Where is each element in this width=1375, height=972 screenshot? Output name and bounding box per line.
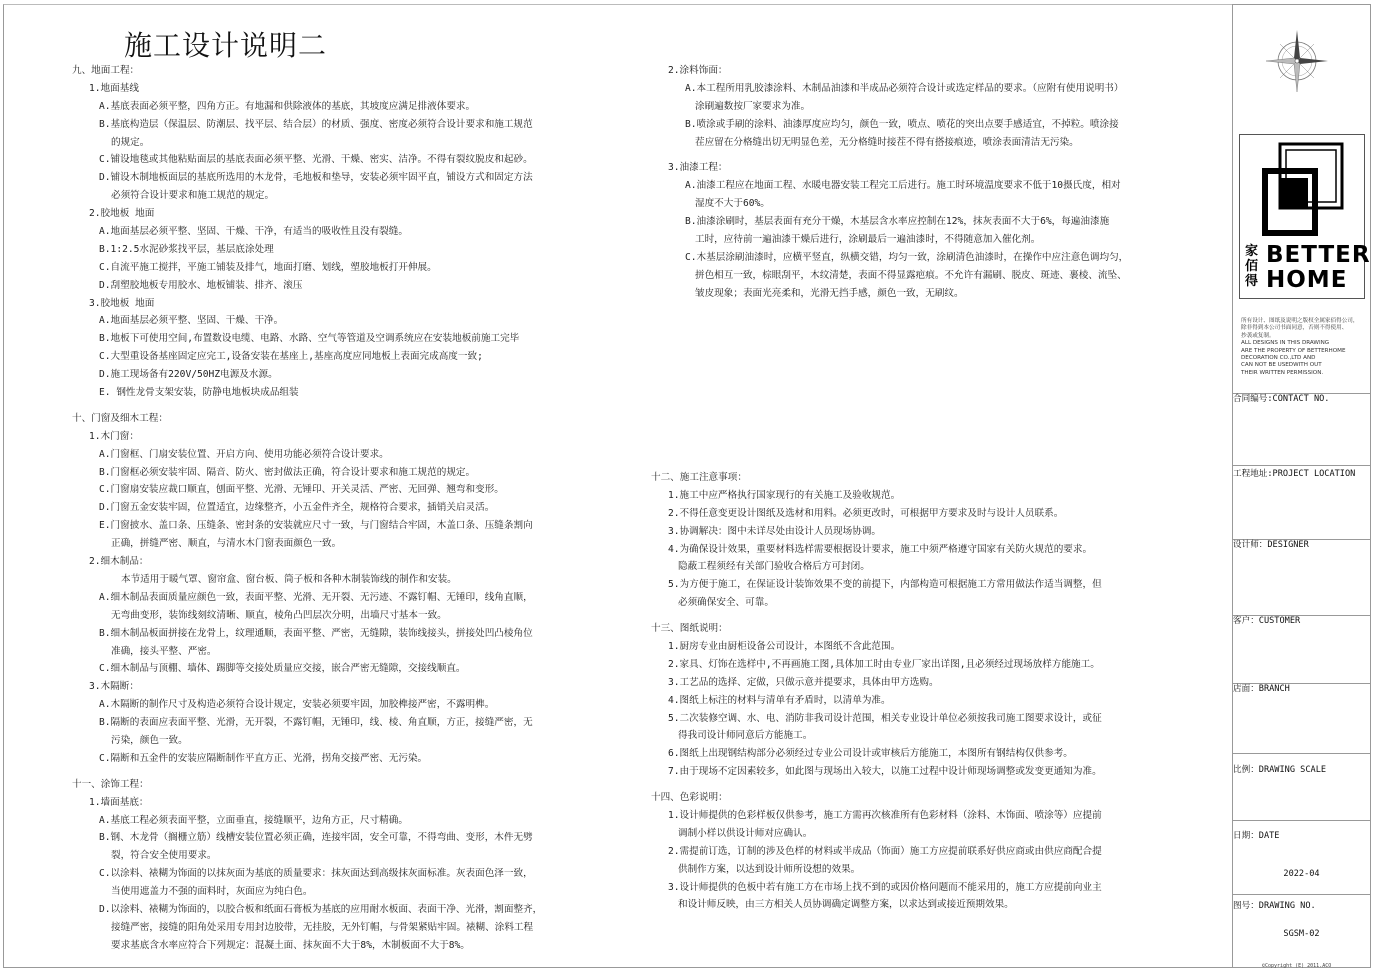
spec-line: 无弯曲变形，装饰线刻纹清晰、顺直，棱角凸凹层次分明，出墙尺寸基本一致。 <box>111 609 447 621</box>
spec-line: 5.二次装修空调、水、电、消防非我司设计范围，相关专业设计单位必须按我司施工图要求设计，或征 <box>668 712 1102 724</box>
spec-line: 5.为方便于施工，在保证设计装饰效果不变的前提下，内部构造可根据施工方常用做法作适当调整，但 <box>668 579 1102 591</box>
spec-line: 1.设计师提供的色彩样板仅供参考，施工方需再次核准所有色彩材料（涂料、木饰面、喷涂等）应提前 <box>668 810 1102 822</box>
spec-line: 湿度不大于60%。 <box>695 198 770 210</box>
spec-line: 准确，接头平整、严密。 <box>111 645 217 657</box>
spec-line: 2.需提前订选，订制的涉及色样的材料或半成品（饰面）施工方应提前联系好供应商或由供应商配合提 <box>668 845 1102 857</box>
logo-chinese-name: 家佰得 <box>1245 244 1259 289</box>
spec-line: 皱皮现象；表面光亮柔和，光滑无挡手感，颜色一致，无刷纹。 <box>695 287 964 299</box>
spec-line: 要求基底含水率应符合下列规定：混凝土面、抹灰面不大于8%，木制板面不大于8%。 <box>111 939 470 951</box>
field-drawing-no <box>1232 894 1371 968</box>
spec-line: C.隔断和五金件的安装应隔断制作平直方正、光滑，拐角交接严密、无污染。 <box>99 752 428 764</box>
spec-line: 1.厨房专业由厨柜设备公司设计，本图纸不含此范围。 <box>668 641 901 653</box>
spec-line: 3.工艺品的选择、定做，只做示意并提要求，具体由甲方选购。 <box>668 676 939 688</box>
logo-english-better: BETTER <box>1266 242 1371 268</box>
spec-column-right-bottom <box>651 469 1102 914</box>
field-label: 客户：CUSTOMER <box>1233 616 1301 626</box>
spec-line: 6.图纸上出现钢结构部分必须经过专业公司设计或审核后方能施工，本图所有钢结构仅供参考。 <box>668 748 1073 760</box>
section-heading: 十、门窗及细木工程： <box>72 412 168 424</box>
spec-line: D.铺设木制地板面层的基底所选用的木龙骨，毛地板和垫导，安装必须牢固平直，铺设方式和固定方法 <box>99 172 533 184</box>
spec-line: B.门窗框必须安装牢固、隔音、防火、密封做法正确，符合设计要求和施工规范的规定。 <box>99 466 476 478</box>
copyright-cn-line: 抄袭或复制。 <box>1241 332 1275 339</box>
spec-line: 和设计师反映，由三方相关人员协调确定调整方案，以求达到或接近预期效果。 <box>678 899 1014 911</box>
section-heading: 十四、色彩说明： <box>651 792 728 804</box>
spec-line: 当使用遮盖力不强的面料时，灰面应为纯白色。 <box>111 886 313 898</box>
spec-line: A.本工程所用乳胶漆涂料、木制品油漆和半成品必须符合设计或选定样品的要求。（应附有使用说明书） <box>685 82 1124 94</box>
spec-line: 污染，颜色一致。 <box>111 734 188 746</box>
spec-line: 1.施工中应严格执行国家现行的有关施工及验收规范。 <box>668 489 901 501</box>
spec-column-left <box>72 62 542 955</box>
spec-line: B.细木制品板面拼接在龙骨上，纹理通顺，表面平整、严密，无缝隙，装饰线接头，拼接处凹凸棱角位 <box>99 627 533 639</box>
spec-line: 1.墙面基底： <box>89 796 149 808</box>
copyright-en-line: THEIR WRITTEN PERMISSION. <box>1241 369 1324 376</box>
page-title: 施工设计说明二 <box>124 29 328 62</box>
copyright-en-line: ARE THE PROPERTY OF BETTERHOME <box>1241 347 1346 354</box>
section-heading: 九、地面工程： <box>72 65 140 76</box>
spec-line: 3.设计师提供的色板中若有施工方在市场上找不到的或因价格问题而不能采用的，施工方应提前向业主 <box>668 881 1102 893</box>
spec-line: 隐蔽工程须经有关部门验收合格后方可封闭。 <box>678 561 870 573</box>
spec-line: A.地面基层必须平整、坚固、干燥、干净。 <box>99 315 284 327</box>
copyright-en-line: CAN NOT BE USEDWITH OUT <box>1241 362 1322 369</box>
spec-line: 4.为确保设计效果，重要材料选样需要根据设计要求，施工中须严格遵守国家有关防火规范的要求。 <box>668 543 1093 555</box>
spec-line: 1.地面基线 <box>89 82 139 94</box>
spec-line: C.门窗扇安装应裁口顺直，刨面平整、光滑、无锤印、开关灵活、严密、无回弹、翘弯和变形。 <box>99 484 504 496</box>
spec-line: 的规定。 <box>111 136 150 148</box>
spec-line: C.自流平施工搅拌，平施工铺装及排气，地面打磨、划线，塑胶地板打开伸展。 <box>99 261 437 273</box>
section-heading: 3.油漆工程： <box>668 162 728 174</box>
section-gap <box>651 781 1102 789</box>
spec-line: 4.图纸上标注的材料与清单有矛盾时，以清单为准。 <box>668 694 891 706</box>
spec-line: 3.协调解决：图中未详尽处由设计人员现场协调。 <box>668 525 882 537</box>
spec-line: 供制作方案，以达到设计师所设想的效果。 <box>678 863 861 875</box>
spec-line: 2.细木制品： <box>89 556 149 568</box>
spec-line: 正确，拼缝严密、顺直，与清水木门窗表面颜色一致。 <box>111 538 342 550</box>
drawing-no-value: SGSM-02 <box>1283 929 1320 939</box>
date-value: 2022-04 <box>1283 869 1320 879</box>
spec-line: B.钢、木龙骨（搁栅立筋）线槽安装位置必须正确，连接牢固，安全可靠，不得弯曲、变形，木件无劈 <box>99 832 533 844</box>
spec-line: C.细木制品与顶棚、墙体、踢脚等交接处质量应交接，嵌合严密无缝隙，交接线顺直。 <box>99 663 466 675</box>
field-customer <box>1232 615 1371 683</box>
copyright-en-line: DECORATION CO.,LTD AND <box>1241 355 1316 362</box>
spec-line: 涂刷遍数按厂家要求为准。 <box>695 100 811 112</box>
spec-line: A.基底表面必须平整，四角方正。有地漏和供除液体的基底，其坡度应满足排液体要求。 <box>99 100 476 112</box>
field-label: 工程地址:PROJECT LOCATION <box>1233 469 1356 479</box>
spec-line: 茬应留在分格缝出切无明显色差，无分格缝时接茬不得有搭接痕迹，喷涂表面清洁无污染。 <box>695 136 1079 148</box>
betterhome-logo-mark <box>1262 142 1344 236</box>
field-designer <box>1232 539 1371 615</box>
compass-rose-icon <box>1262 26 1332 96</box>
spec-line: 裂，符合安全使用要求。 <box>111 850 217 862</box>
section-heading: 十三、图纸说明： <box>651 623 728 635</box>
spec-line: D.门窗五金安装牢固，位置适宜，边缘整齐，小五金件齐全，规格符合要求，插销关启灵活。 <box>99 502 495 514</box>
spec-line: E.门窗披水、盖口条、压缝条、密封条的安装就应尺寸一致，与门窗结合牢固，木盖口条、压缝条割向 <box>99 520 533 532</box>
copyright-cn-line: 所有设计、图纸及说明之版权全属家佰得公司， <box>1241 318 1359 324</box>
field-label: 店面：BRANCH <box>1233 684 1290 694</box>
spec-line: B.基底构造层（保温层、防潮层、找平层、结合层）的材质、强度、密度必须符合设计要求和施工规范 <box>99 118 533 130</box>
spec-line: 接缝严密，接缝的阳角处采用专用封边胶带，无挂胶，无外钉帽，与骨架紧贴牢固。裱糊、涂料工程 <box>111 921 534 933</box>
spec-line: D.以涂料、裱糊为饰面的，以胶合板和纸面石膏板为基底的应用耐水板面、表面干净、光滑，割面整齐， <box>99 903 543 915</box>
copyright-en-line: ALL DESIGNS IN THIS DRAWING <box>1241 340 1330 347</box>
footer-copyright: ©Copyright (E) 2011.ACO <box>1262 963 1332 969</box>
spec-line: B.油漆涂刷时，基层表面有充分干燥，木基层含水率应控制在12%，抹灰表面不大于6%，每遍油漆施 <box>685 216 1110 228</box>
spec-line: A.基底工程必须表面平整，立面垂直，接缝顺平，边角方正，尺寸精确。 <box>99 814 408 826</box>
field-label: 图号：DRAWING NO. <box>1233 901 1316 911</box>
spec-line: A.木隔断的制作尺寸及构造必须符合设计规定，安装必须要牢固，加胶榫接严密，不露明榫。 <box>99 699 495 711</box>
logo-english-home: HOME <box>1266 267 1348 293</box>
spec-line: B.隔断的表面应表面平整、光滑，无开裂，不露钉帽，无锤印，线、棱、角直顺，方正，接缝严密，无 <box>99 717 533 729</box>
spec-line: 2.不得任意变更设计图纸及选材和用料。必须更改时，可根据甲方要求及时与设计人员联系。 <box>668 507 1064 519</box>
field-branch <box>1232 683 1371 753</box>
section-gap <box>72 768 542 776</box>
section-heading: 2.涂料饰面： <box>668 65 728 76</box>
section-heading: 十一、涂饰工程： <box>72 778 149 790</box>
field-label: 比例：DRAWING SCALE <box>1233 765 1327 775</box>
copyright-notice <box>1241 318 1369 377</box>
spec-column-right-top <box>668 62 1128 303</box>
field-contact-no <box>1232 393 1371 465</box>
spec-line: 得我司设计师同意后方能施工。 <box>678 730 813 742</box>
spec-line: A.细木制品表面质量应颜色一致，表面平整、光滑、无开裂、无污迹、不露钉帽、无锤印，线角直顺， <box>99 591 533 603</box>
spec-line: 本节适用于暖气罩、窗帘盒、窗台板、筒子板和各种木制装饰线的制作和安装。 <box>121 573 457 585</box>
spec-line: D.刮塑胶地板专用胶水、地板铺装、排齐、滚压 <box>99 279 303 291</box>
spec-line: 工时，应待前一遍油漆干燥后进行，涂刷最后一遍油漆时，不得随意加入催化剂。 <box>695 234 1041 246</box>
spec-line: E. 钢性龙骨支架安装，防静电地板块成品组装 <box>99 387 299 399</box>
spec-line: C.大型重设备基座固定应完工,设备安装在基座上,基座高度应同地板上表面完成高度一致; <box>99 351 483 363</box>
spec-line: 必须确保安全、可靠。 <box>678 597 774 609</box>
spec-line: 3.胶地板 地面 <box>89 297 155 309</box>
spec-line: 必须符合设计要求和施工规范的规定。 <box>111 190 275 202</box>
copyright-cn-line: 除非得到本公司书面同意，否则不得使用、 <box>1241 325 1348 332</box>
spec-line: B.喷涂或手刷的涂料、油漆厚度应均匀，颜色一致，喷点、喷花的突出点要手感适宜，不掉粒。喷涂接 <box>685 118 1119 130</box>
section-gap <box>651 612 1102 620</box>
field-label: 日期：DATE <box>1233 831 1280 841</box>
spec-line: 1.木门窗： <box>89 430 139 442</box>
spec-line: 2.家具、灯饰在选样中,不再画施工图,具体加工时由专业厂家出详图,且必须经过现场放样方能施工。 <box>668 658 1100 670</box>
spec-line: C.木基层涂刷油漆时，应横平竖直，纵横交错，均匀一致，涂刷清色油漆时，在操作中应注意色调均匀， <box>685 251 1129 263</box>
spec-line: C.以涂料、裱糊为饰面的以抹灰面为基底的质量要求：抹灰面达到高级抹灰面标准。灰表面色泽一致， <box>99 868 533 880</box>
field-label: 合同编号:CONTACT NO. <box>1233 394 1330 404</box>
section-gap <box>668 151 1128 159</box>
spec-line: 3.木隔断： <box>89 681 139 693</box>
spec-line: A.门窗框、门扇安装位置、开启方向、使用功能必须符合设计要求。 <box>99 448 389 460</box>
field-project-location <box>1232 465 1371 539</box>
spec-line: A.地面基层必须平整、坚固、干燥、干净，有适当的吸收性且没有裂缝。 <box>99 226 408 238</box>
spec-line: 7.由于现场不定因素较多，如此图与现场出入较大，以施工过程中设计师现场调整或发变更通知为准。 <box>668 766 1102 778</box>
field-drawing-scale <box>1232 753 1371 820</box>
spec-line: 拼色相互一致，棕眼刮平，木纹清楚，表面不得显露疤痕。不允许有漏刷、脱皮、斑迹、裹棱、流坠、 <box>695 269 1127 281</box>
field-label: 设计师：DESIGNER <box>1233 540 1309 550</box>
spec-line: D.施工现场备有220V/50HZ电源及水源。 <box>99 369 278 381</box>
spec-line: 2.胶地板 地面 <box>89 208 155 220</box>
spec-line: B.地板下可使用空间,布置数设电缆、电路、水路、空气等管道及空调系统应在安装地板前施工完毕 <box>99 333 520 345</box>
spec-line: C.铺设地毯或其他粘贴面层的基底表面必须平整、光滑、干燥、密实、洁净。不得有裂纹脱皮和起砂。 <box>99 154 533 166</box>
section-heading: 十二、施工注意事项： <box>651 472 747 483</box>
section-gap <box>72 402 542 410</box>
field-date <box>1232 820 1371 894</box>
spec-line: A.油漆工程应在地面工程、水暖电器安装工程完工后进行。施工时环境温度要求不低于10摄氏度，相对 <box>685 180 1121 192</box>
spec-line: 调制小样以供设计师对应确认。 <box>678 827 813 839</box>
spec-line: B.1:2.5水泥砂浆找平层，基层底涂处理 <box>99 243 274 255</box>
